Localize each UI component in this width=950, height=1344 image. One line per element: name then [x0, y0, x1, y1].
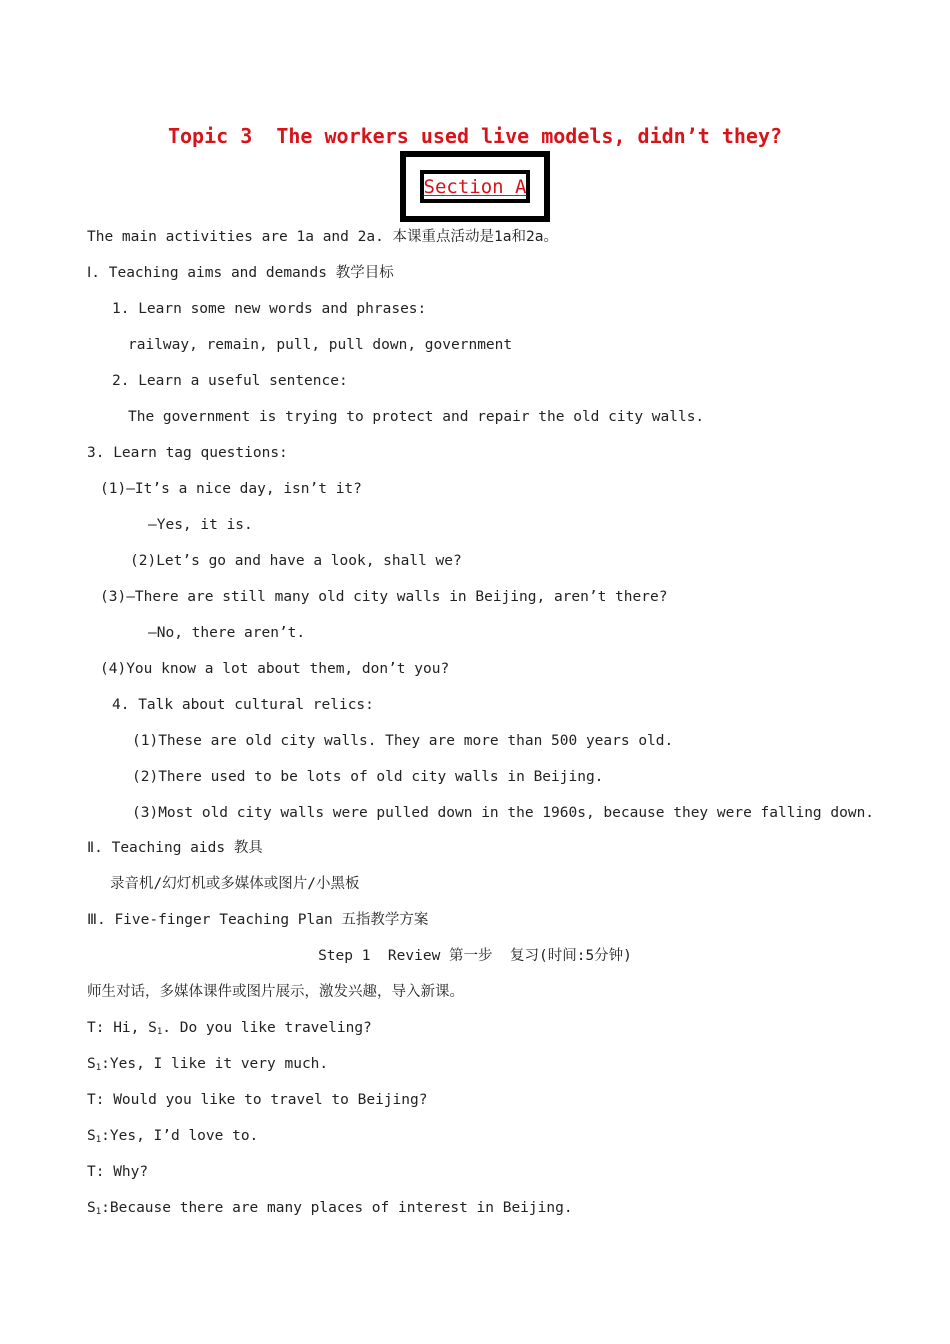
step-heading: Step 1 Review 第一步 复习(时间:5分钟): [318, 948, 632, 964]
tag-question-3: (3)—There are still many old city walls in Beijing, aren’t there?: [100, 589, 668, 605]
dialogue-text: . Do you like traveling?: [162, 1020, 372, 1036]
tag-question-1: (1)—It’s a nice day, isn’t it?: [100, 481, 362, 497]
speaker-label: S: [87, 1128, 96, 1144]
tag-answer-1: —Yes, it is.: [148, 517, 253, 533]
dialogue-line-4: [87, 1126, 258, 1146]
relic-sentence-3: (3)Most old city walls were pulled down in the 1960s, because they were falling down.: [132, 805, 875, 821]
dialogue-text: : Why?: [95, 1164, 149, 1180]
subscript: 1: [95, 1207, 102, 1217]
dialogue-text: :Yes, I like it very much.: [101, 1056, 329, 1072]
aim-item-2: 2. Learn a useful sentence:: [112, 373, 348, 389]
teaching-aids-heading: Ⅱ. Teaching aids 教具: [87, 840, 263, 856]
tag-question-4: (4)You know a lot about them, don’t you?: [100, 661, 450, 677]
dialogue-line-3: [87, 1090, 427, 1110]
useful-sentence: The government is trying to protect and repair the old city walls.: [128, 409, 705, 425]
dialogue-text: :Because there are many places of interest in Beijing.: [101, 1200, 573, 1216]
teaching-aims-heading: Ⅰ. Teaching aims and demands 教学目标: [87, 265, 394, 281]
dialogue-text: :Yes, I’d love to.: [101, 1128, 259, 1144]
tag-question-2: (2)Let’s go and have a look, shall we?: [130, 553, 462, 569]
relic-sentence-1: (1)These are old city walls. They are more than 500 years old.: [132, 733, 674, 749]
aim-item-4: 4. Talk about cultural relics:: [112, 697, 374, 713]
dialogue-line-1: [87, 1018, 372, 1038]
speaker-label: S: [87, 1200, 96, 1216]
step-note: 师生对话，多媒体课件或图片展示，激发兴趣，导入新课。: [87, 984, 464, 1000]
speaker-label: T: [87, 1164, 96, 1180]
section-inner-frame: [420, 170, 530, 203]
relic-sentence-2: (2)There used to be lots of old city walls in Beijing.: [132, 769, 604, 785]
dialogue-line-5: [87, 1162, 148, 1182]
section-label: Section A: [423, 175, 527, 198]
speaker-label: T: [87, 1092, 96, 1108]
teaching-plan-heading: Ⅲ. Five-finger Teaching Plan 五指教学方案: [87, 912, 429, 928]
subscript: 1: [95, 1063, 102, 1073]
dialogue-text: : Hi, S: [95, 1020, 157, 1036]
intro-text: The main activities are 1a and 2a. 本课重点活动是1a和2a。: [87, 229, 558, 245]
dialogue-line-6: [87, 1198, 573, 1218]
speaker-label: S: [87, 1056, 96, 1072]
word-list: railway, remain, pull, pull down, government: [128, 337, 513, 353]
aim-item-1: 1. Learn some new words and phrases:: [112, 301, 427, 317]
teaching-aids-list: 录音机/幻灯机或多媒体或图片/小黑板: [110, 876, 360, 892]
page-title: Topic 3 The workers used live models, didn’t they?: [167, 124, 783, 148]
tag-answer-3: —No, there aren’t.: [148, 625, 306, 641]
dialogue-text: : Would you like to travel to Beijing?: [95, 1092, 428, 1108]
aim-item-3: 3. Learn tag questions:: [87, 445, 288, 461]
section-frame: [400, 151, 550, 222]
subscript: 1: [95, 1135, 102, 1145]
subscript: 1: [156, 1027, 163, 1037]
speaker-label: T: [87, 1020, 96, 1036]
dialogue-line-2: [87, 1054, 328, 1074]
